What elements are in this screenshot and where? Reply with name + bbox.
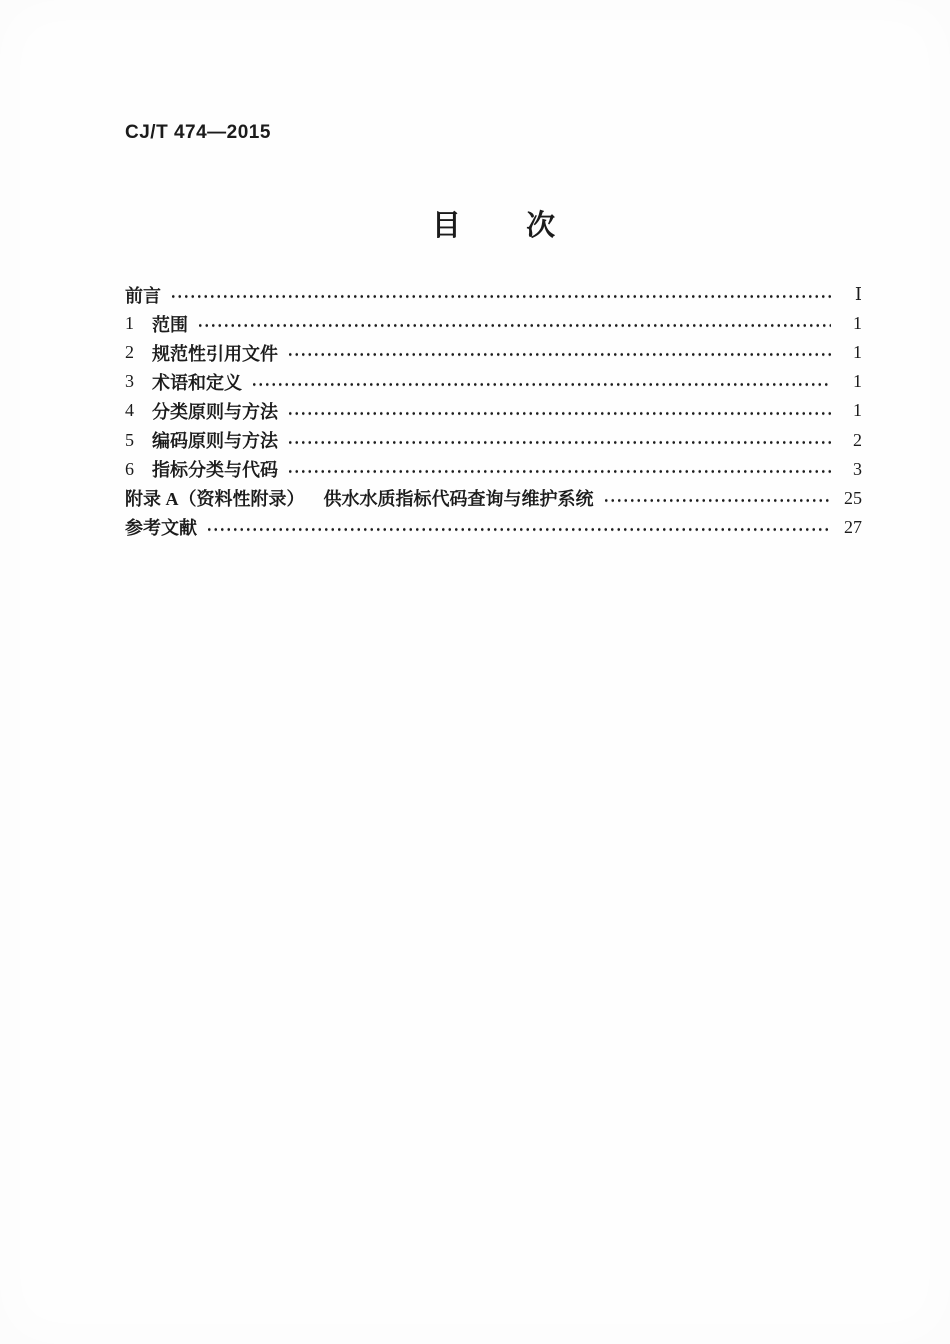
toc-entry [125,367,862,396]
dot-leader [206,513,831,542]
toc-entry [125,396,862,425]
dot-leader [287,396,831,425]
toc-entry-title: 编码原则与方法 [152,431,278,452]
dot-leader [197,309,831,338]
toc-entry [125,309,862,338]
table-of-contents [125,280,862,542]
toc-entry-page: 1 [853,313,862,334]
toc-entry-subtitle: 供水水质指标代码查询与维护系统 [323,489,594,510]
toc-entry-page: 3 [853,458,862,479]
toc-entry-page: 2 [853,429,862,450]
toc-entry-title: 前言 [125,285,161,306]
toc-entry [125,338,862,367]
toc-entry-number: 2 [125,342,134,363]
toc-entry-page: 27 [844,516,862,537]
dot-leader [603,484,832,513]
dot-leader [251,367,831,396]
toc-entry [125,425,862,454]
toc-entry-page: 1 [853,400,862,421]
dot-leader [287,455,831,484]
dot-leader [287,338,831,367]
toc-entry-page: 25 [844,487,862,508]
toc-entry [125,484,862,513]
toc-entry-number: 1 [125,313,134,334]
toc-entry-number: 6 [125,458,134,479]
page-title: 目 次 [431,210,556,242]
toc-entry-title: 指标分类与代码 [152,460,278,481]
toc-entry [125,513,862,542]
toc-entry-number: 3 [125,371,134,392]
toc-entry-title: 术语和定义 [152,372,242,393]
toc-entry-title: 范围 [152,314,188,335]
dot-leader [287,425,831,454]
toc-entry-title: 规范性引用文件 [152,343,278,364]
toc-entry-number: 4 [125,400,134,421]
toc-entry [125,280,862,309]
toc-entry-title: 附录 A（资料性附录） [125,489,305,510]
dot-leader [170,280,831,309]
toc-entry-title: 分类原则与方法 [152,401,278,422]
toc-entry-title: 参考文献 [125,518,197,539]
toc-entry [125,455,862,484]
standard-number: CJ/T 474—2015 [125,122,271,143]
toc-entry-page: Ⅰ [854,284,862,305]
toc-entry-page: 1 [853,342,862,363]
toc-entry-page: 1 [853,371,862,392]
toc-entry-number: 5 [125,429,134,450]
